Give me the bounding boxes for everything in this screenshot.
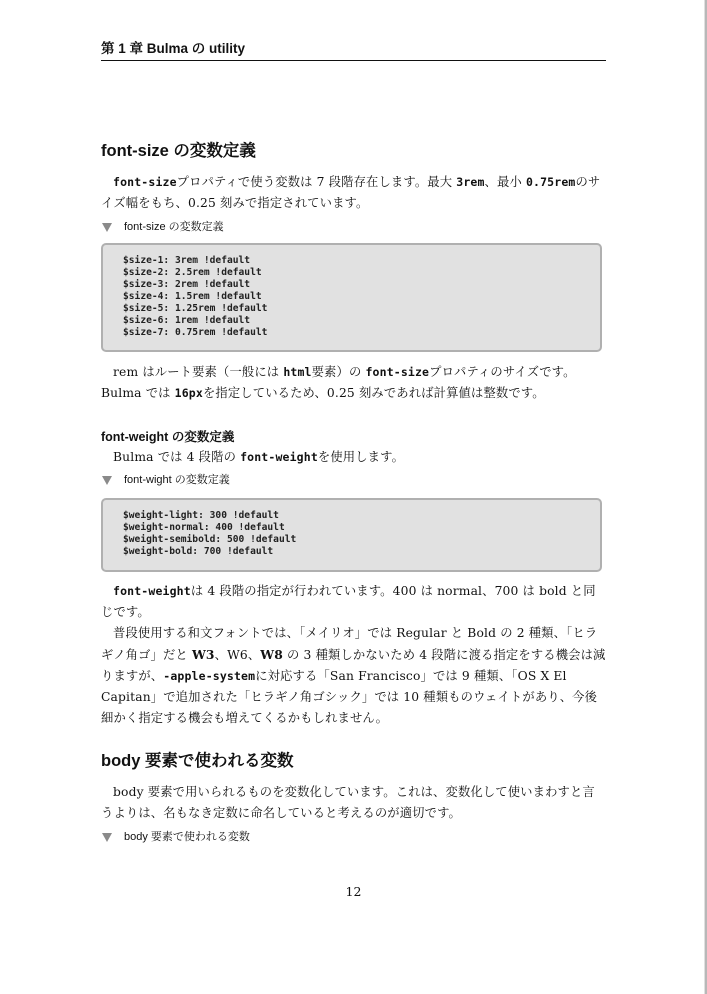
text-run: body 要素で用いられるものを変数化しています。これは、変数化して使いまわすと言うよりは、名もなき定数に命名していると考えるのが適切です。 (101, 785, 595, 820)
details-summary-label: font-size の変数定義 (124, 221, 224, 233)
details-summary-label: font-wight の変数定義 (124, 474, 230, 486)
text-run: のサイズ幅をもち、0.25 刻みで指定されています。 (101, 175, 601, 210)
text-run: プロパティで使う変数は 7 段階存在します。最大 (176, 175, 457, 189)
text-run: を指定しているため、0.25 刻みであれば計算値は整数です。 (202, 386, 545, 400)
paragraph-font-weight-levels (101, 581, 606, 623)
disclosure-triangle-icon[interactable] (102, 476, 112, 485)
section-heading-font-weight: font-weight の変数定義 (101, 430, 235, 444)
code-line: $weight-semibold: 500 !default (123, 534, 297, 545)
section-heading-font-size: font-size の変数定義 (101, 142, 256, 160)
code-line: $size-2: 2.5rem !default (123, 267, 262, 278)
paragraph-font-size-intro (101, 172, 606, 214)
inline-code: font-weight (113, 584, 191, 598)
text-run: Bulma では 4 段階の (113, 450, 241, 464)
inline-code: 3rem (456, 175, 485, 189)
text-run: 、最小 (484, 175, 526, 189)
paragraph-rem-explanation (101, 362, 606, 404)
text-run: プロパティのサイズです。Bulma では (101, 365, 576, 400)
section-heading-body-variables: body 要素で使われる変数 (101, 752, 294, 770)
code-line: $size-3: 2rem !default (123, 279, 251, 290)
inline-code: -apple-system (163, 669, 256, 683)
inline-code: font-size (113, 175, 177, 189)
page-number: 12 (345, 884, 362, 899)
disclosure-triangle-icon[interactable] (102, 223, 112, 232)
text-run: を使用します。 (317, 450, 405, 464)
paragraph-font-weight-intro (101, 447, 606, 468)
inline-code: font-weight (240, 450, 318, 464)
paragraph-japanese-fonts (101, 623, 606, 729)
text-run: 普段使用する和文フォントでは、「メイリオ」では Regular と Bold の 2 種類、「ヒラギノ角ゴ」だと (101, 626, 598, 662)
code-block-font-weight (101, 498, 602, 572)
disclosure-triangle-icon[interactable] (102, 833, 112, 842)
paragraph-body-variables (101, 782, 606, 824)
text-run: rem はルート要素（一般には (113, 365, 284, 379)
code-line: $size-4: 1.5rem !default (123, 291, 262, 302)
running-header: 第 1 章 Bulma の utility (101, 40, 606, 61)
code-line: $size-5: 1.25rem !default (123, 303, 268, 314)
text-run: は 4 段階の指定が行われています。400 は normal、700 は bold と同じです。 (101, 584, 596, 619)
text-run: の 3 種類しかないため 4 段階に渡る指定をする機会は減りますが、 (101, 648, 606, 683)
details-summary-font-size[interactable] (101, 220, 224, 234)
code-block-font-size (101, 243, 602, 352)
code-line: $weight-bold: 700 !default (123, 546, 274, 557)
inline-code: html (283, 365, 312, 379)
details-summary-font-weight[interactable] (101, 473, 230, 487)
text-run: 要素）の (311, 365, 366, 379)
code-line: $size-1: 3rem !default (123, 255, 251, 266)
bold-text: W8 (260, 647, 283, 662)
inline-code: font-size (365, 365, 430, 379)
inline-code: 0.75rem (525, 175, 576, 189)
bold-text: W3 (191, 647, 215, 662)
code-line: $size-7: 0.75rem !default (123, 327, 268, 338)
text-run: 、W6、 (214, 648, 261, 662)
text-run: に対応する「San Francisco」では 9 種類、「OS X El Capitan」で追加された「ヒラギノ角ゴシック」では 10 種類ものウェイトがあり、今後細かく指定する機会も増えてくるかもしれません。 (101, 669, 598, 725)
code-line: $weight-light: 300 !default (123, 510, 279, 521)
inline-code: 16px (174, 386, 203, 400)
code-line: $weight-normal: 400 !default (123, 522, 285, 533)
code-line: $size-6: 1rem !default (123, 315, 251, 326)
details-summary-body-variables[interactable] (101, 830, 250, 844)
details-summary-label: body 要素で使われる変数 (124, 831, 250, 843)
